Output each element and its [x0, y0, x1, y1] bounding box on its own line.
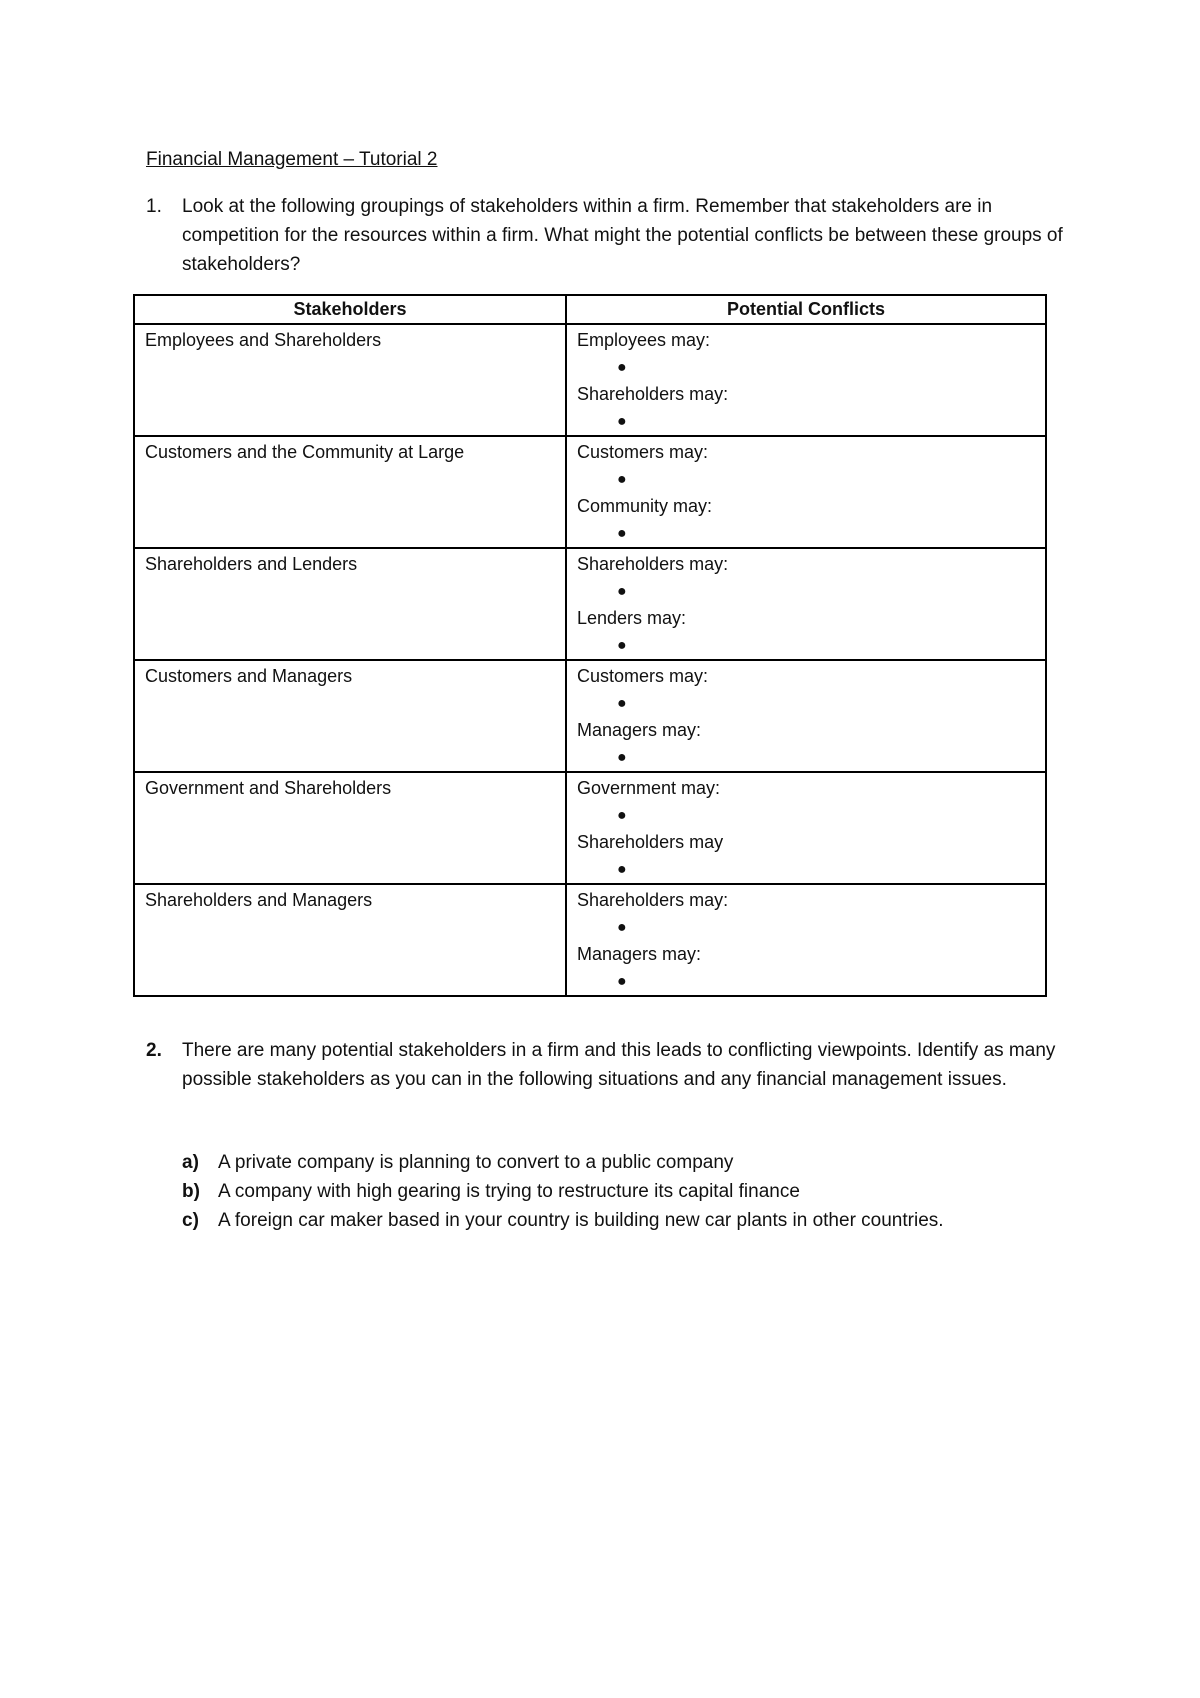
- stakeholder-pair-cell: Employees and Shareholders: [134, 324, 566, 436]
- conflicts-cell: [566, 324, 1046, 436]
- conflict-first-label: Government may:: [577, 778, 721, 798]
- situation-item: [182, 1148, 1042, 1177]
- stakeholder-pair-cell: Shareholders and Lenders: [134, 548, 566, 660]
- situation-text: A company with high gearing is trying to restructure its capital finance: [218, 1181, 800, 1202]
- situation-text: A private company is planning to convert to a public company: [218, 1152, 734, 1173]
- bullet-point: ●: [617, 919, 627, 936]
- bullet-point: ●: [617, 861, 627, 878]
- situation-item: [182, 1206, 1042, 1235]
- situation-item: [182, 1177, 1042, 1206]
- conflict-second-label: Shareholders may:: [577, 384, 729, 404]
- bullet-point: ●: [617, 525, 627, 542]
- conflict-second-label: Community may:: [577, 496, 713, 516]
- question-2-text: There are many potential stakeholders in a firm and this leads to conflicting viewpoints. Identify as many possible stakeholders as you can in the following situations and any financial management issues.: [182, 1040, 1056, 1090]
- conflict-second-label: Lenders may:: [577, 608, 687, 628]
- bullet-point: ●: [617, 695, 627, 712]
- situation-text: A foreign car maker based in your country is building new car plants in other countries.: [218, 1210, 944, 1231]
- bullet-point: ●: [617, 749, 627, 766]
- conflict-second-label: Shareholders may: [577, 832, 724, 852]
- bullet-point: ●: [617, 583, 627, 600]
- question-1-text: Look at the following groupings of stakeholders within a firm. Remember that stakeholders are in competition for the resources within a firm. What might the potential conflicts be between these groups of stakeholders?: [182, 196, 1063, 275]
- conflict-first-label: Customers may:: [577, 666, 709, 686]
- table-row: [134, 324, 1046, 436]
- situation-letter: b): [182, 1181, 200, 1202]
- bullet-point: ●: [617, 471, 627, 488]
- table-row: [134, 660, 1046, 772]
- bullet-point: ●: [617, 973, 627, 990]
- stakeholder-pair-cell: Shareholders and Managers: [134, 884, 566, 996]
- header-stakeholders: Stakeholders: [134, 295, 566, 324]
- table-row: [134, 884, 1046, 996]
- question-2-number: 2.: [146, 1040, 162, 1061]
- bullet-point: ●: [617, 807, 627, 824]
- question-2: [146, 1036, 1076, 1094]
- table-row: [134, 548, 1046, 660]
- question-2-situations-list: [182, 1148, 1042, 1235]
- conflicts-cell: [566, 548, 1046, 660]
- conflict-second-label: Managers may:: [577, 944, 702, 964]
- conflict-second-label: Managers may:: [577, 720, 702, 740]
- conflict-first-label: Shareholders may:: [577, 554, 729, 574]
- conflicts-cell: [566, 772, 1046, 884]
- bullet-point: ●: [617, 637, 627, 654]
- conflicts-cell: [566, 436, 1046, 548]
- document-title: Financial Management – Tutorial 2: [146, 149, 438, 170]
- bullet-point: ●: [617, 359, 627, 376]
- conflicts-cell: [566, 660, 1046, 772]
- question-1-number: 1.: [146, 196, 162, 217]
- situation-letter: a): [182, 1152, 199, 1173]
- table-row: [134, 772, 1046, 884]
- conflict-first-label: Employees may:: [577, 330, 711, 350]
- bullet-point: ●: [617, 413, 627, 430]
- situation-letter: c): [182, 1210, 199, 1231]
- stakeholder-pair-cell: Government and Shareholders: [134, 772, 566, 884]
- conflict-first-label: Shareholders may:: [577, 890, 729, 910]
- table-row: [134, 436, 1046, 548]
- stakeholder-pair-cell: Customers and Managers: [134, 660, 566, 772]
- stakeholder-conflicts-table: [133, 294, 1047, 997]
- question-1: [146, 192, 1076, 279]
- header-potential-conflicts: Potential Conflicts: [566, 295, 1046, 324]
- conflict-first-label: Customers may:: [577, 442, 709, 462]
- table-header-row: [134, 295, 1046, 324]
- conflicts-cell: [566, 884, 1046, 996]
- stakeholder-pair-cell: Customers and the Community at Large: [134, 436, 566, 548]
- table-body: [134, 324, 1046, 996]
